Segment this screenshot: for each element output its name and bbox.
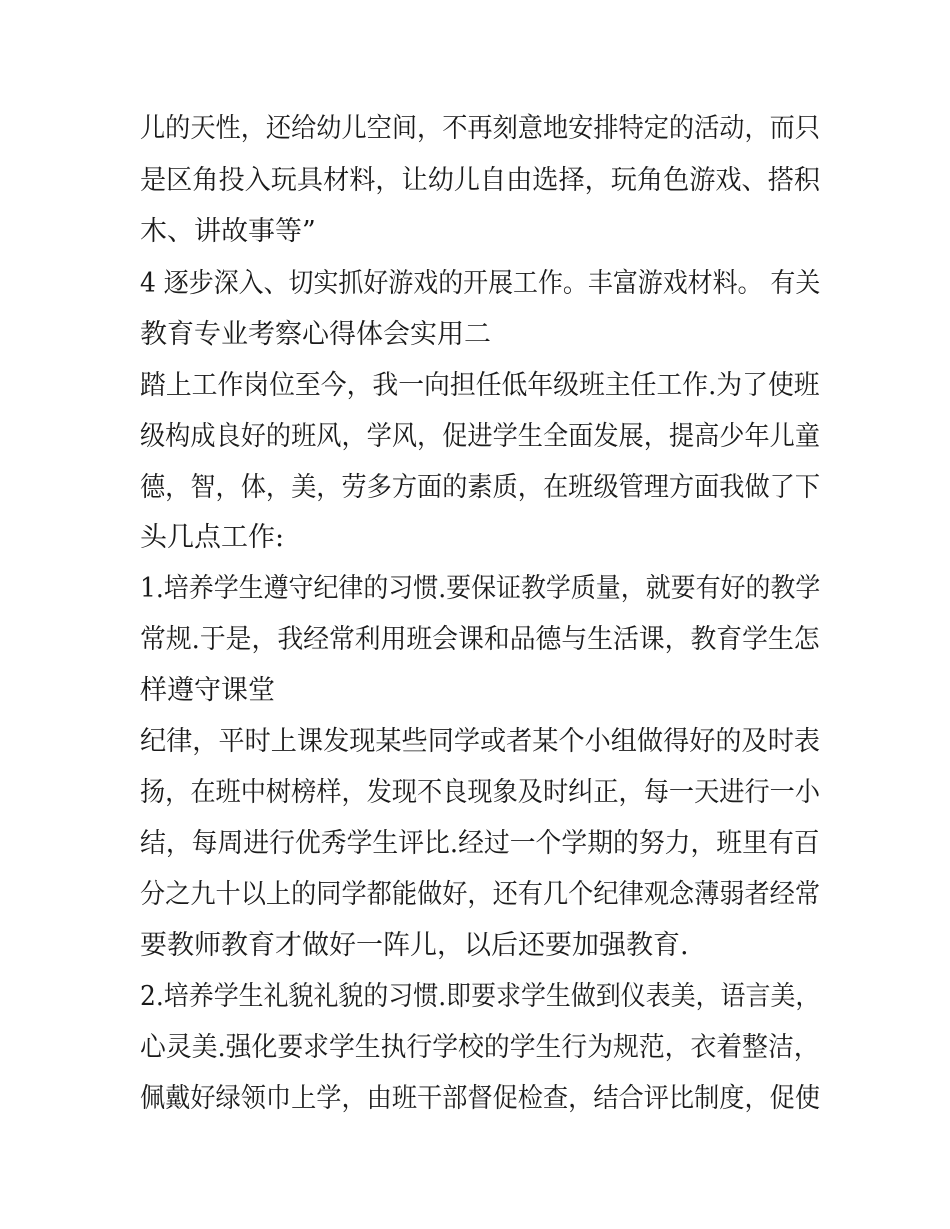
text-line: 要教师教育才做好一阵儿，以后还要加强教育. [140, 930, 689, 961]
text-line: 佩戴好绿领巾上学，由班干部督促检查，结合评比制度，促使 [140, 1083, 820, 1114]
text-line: 级构成良好的班风，学风，促进学生全面发展，提高少年儿童 [140, 421, 820, 452]
text-line: 踏上工作岗位至今，我一向担任低年级班主任工作.为了使班 [140, 370, 820, 401]
text-line: 2.培养学生礼貌礼貌的习惯.即要求学生做到仪表美，语言美， [140, 981, 821, 1012]
text-line: 木、讲故事等” [140, 216, 316, 247]
text-line: 4 逐步深入、切实抓好游戏的开展工作。丰富游戏材料。 有关 [140, 268, 821, 299]
text-line: 头几点工作: [140, 522, 285, 553]
text-line: 是区角投入玩具材料，让幼儿自由选择，玩角色游戏、搭积 [140, 165, 820, 196]
text-line: 结，每周进行优秀学生评比.经过一个学期的努力，班里有百 [140, 828, 820, 859]
text-line: 1.培养学生遵守纪律的习惯.要保证教学质量，就要有好的教学 [140, 573, 821, 604]
text-line: 儿的天性，还给幼儿空间，不再刻意地安排特定的活动，而只 [140, 113, 820, 144]
text-line: 分之九十以上的同学都能做好，还有几个纪律观念薄弱者经常 [140, 879, 820, 910]
text-line: 扬，在班中树榜样，发现不良现象及时纠正，每一天进行一小 [140, 777, 820, 808]
text-line: 心灵美.强化要求学生执行学校的学生行为规范，衣着整洁， [140, 1032, 820, 1063]
text-line: 德，智，体，美，劳多方面的素质，在班级管理方面我做了下 [140, 472, 820, 503]
text-line: 常规.于是，我经常利用班会课和品德与生活课，教育学生怎 [140, 624, 820, 655]
text-line: 纪律，平时上课发现某些同学或者某个小组做得好的及时表 [140, 726, 820, 757]
text-line: 样遵守课堂 [140, 675, 275, 706]
text-line: 教育专业考察心得体会实用二 [140, 319, 491, 350]
